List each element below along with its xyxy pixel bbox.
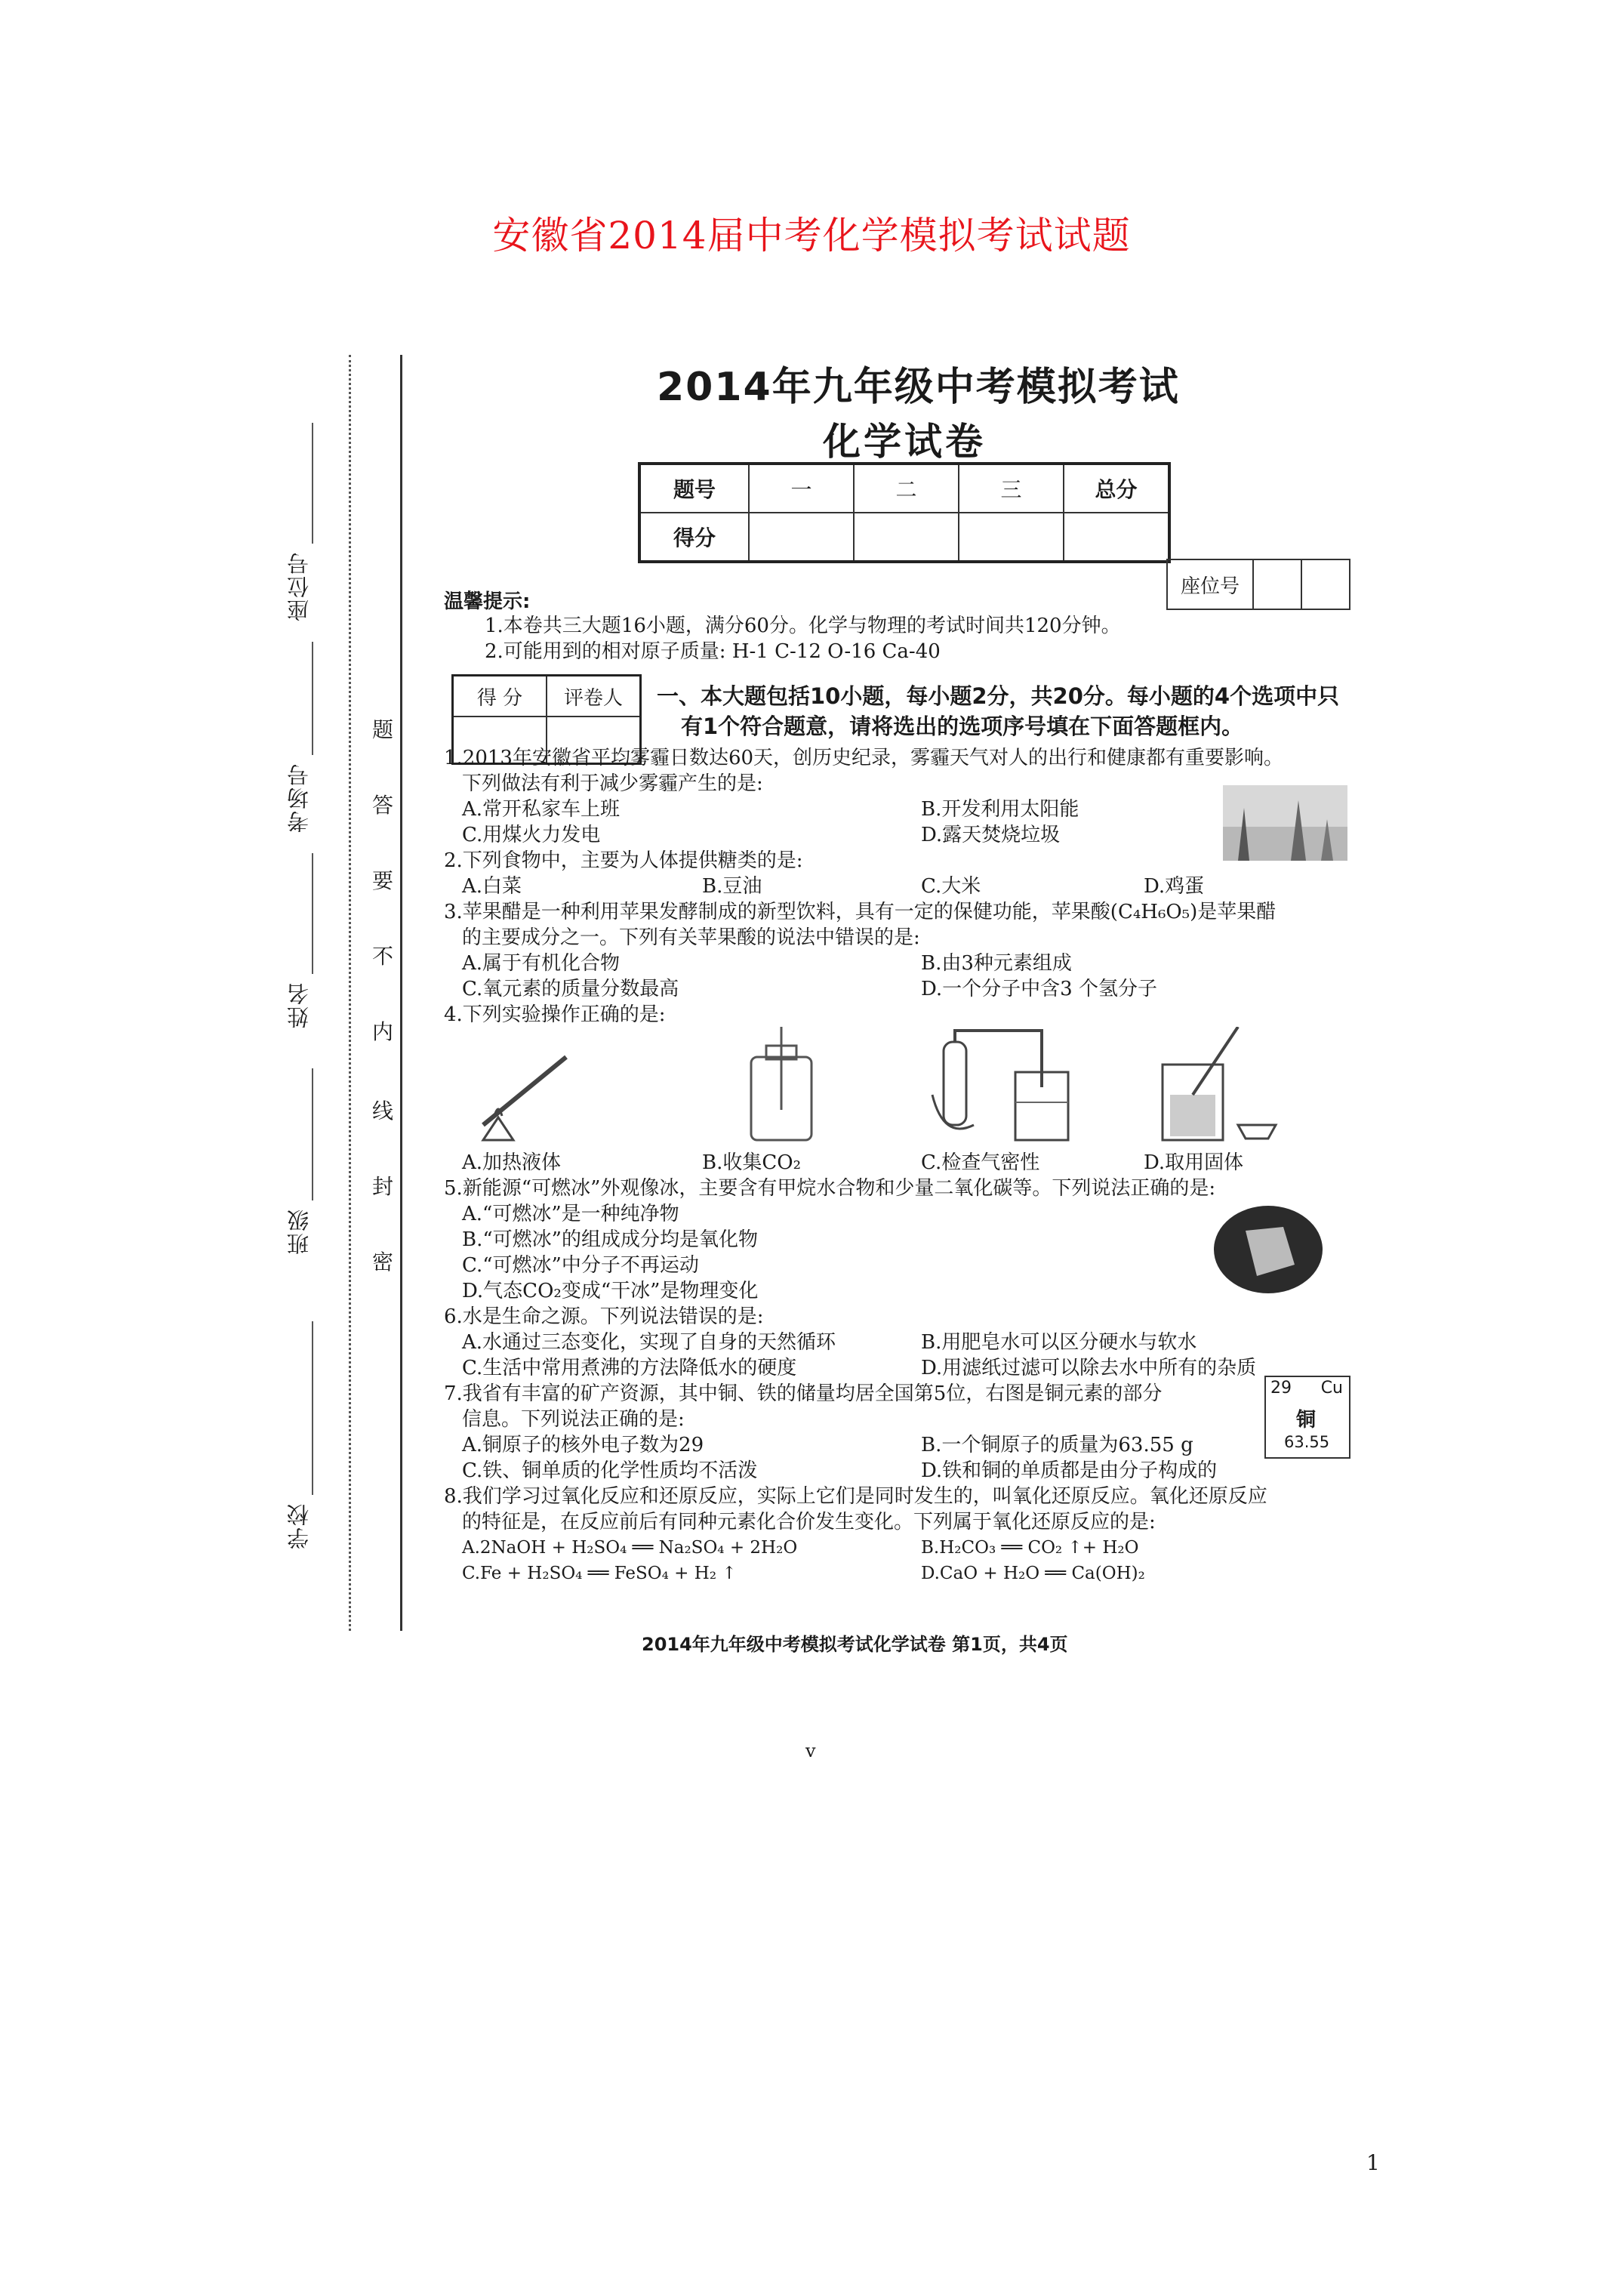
combustible-ice-photo (1212, 1204, 1325, 1295)
question-stem: 2.下列食物中，主要为人体提供糖类的是: (444, 849, 803, 872)
option: D.铁和铜的单质都是由分子构成的 (921, 1459, 1218, 1482)
question-stem: 1.2013年安徽省平均雾霾日数达60天，创历史纪录，雾霾天气对人的出行和健康都有重要影响。 (444, 747, 1284, 769)
option: C.氧元素的质量分数最高 (462, 978, 679, 1000)
option: D.取用固体 (1144, 1151, 1244, 1174)
question-stem: 8.我们学习过氧化反应和还原反应，实际上它们是同时发生的，叫氧化还原反应。氧化还原反应 (444, 1485, 1267, 1508)
binding-field-class: 班级 (286, 1208, 312, 1255)
grader-header: 评卷人 (547, 676, 641, 717)
option: A.铜原子的核外电子数为29 (462, 1434, 704, 1456)
gas-jar-figure (740, 1027, 823, 1148)
question-stem: 7.我省有丰富的矿产资源，其中铜、铁的储量均居全国第5位，右图是铜元素的部分 (444, 1382, 1163, 1405)
element-number: 29 (1270, 1379, 1292, 1398)
question-stem: 的特征是，在反应前后有同种元素化合价发生变化。下列属于氧化还原反应的是: (462, 1511, 1156, 1533)
score-table-header: 一 (749, 464, 854, 513)
binding-field-name: 姓名 (286, 982, 312, 1028)
option: C.铁、铜单质的化学性质均不活泼 (462, 1459, 758, 1482)
option: B.H₂CO₃ ══ CO₂ ↑+ H₂O (921, 1538, 1139, 1558)
option: D.用滤纸过滤可以除去水中所有的杂质 (921, 1357, 1257, 1379)
score-table-header: 二 (854, 464, 959, 513)
question-stem: 信息。下列说法正确的是: (462, 1408, 685, 1431)
question-stem: 下列做法有利于减少雾霾产生的是: (462, 772, 763, 795)
binding-line-school (312, 1321, 313, 1495)
option: D.气态CO₂变成“干冰”是物理变化 (462, 1280, 759, 1302)
option: C.“可燃冰”中分子不再运动 (462, 1254, 699, 1277)
seat-label: 座位号 (1167, 559, 1253, 609)
score-table-header: 三 (959, 464, 1064, 513)
element-name: 铜 (1296, 1409, 1317, 1432)
score-table-header: 总分 (1064, 464, 1169, 513)
page-number: 1 (1366, 2150, 1380, 2175)
tip-line: 1.本卷共三大题16小题，满分60分。化学与物理的考试时间共120分钟。 (485, 615, 1121, 637)
solid-sampling-figure (1155, 1027, 1283, 1148)
option: B.一个铜原子的质量为63.55 g (921, 1434, 1193, 1456)
seal-char: 题 (372, 717, 394, 742)
heating-liquid-figure (468, 1034, 589, 1148)
question-stem: 6.水是生命之源。下列说法错误的是: (444, 1305, 764, 1328)
airtightness-figure (929, 1027, 1079, 1148)
seal-dotted-line (349, 355, 351, 1631)
binding-line-room (312, 642, 313, 755)
option: B.用肥皂水可以区分硬水与软水 (921, 1331, 1197, 1354)
option: B.“可燃冰”的组成成分均是氧化物 (462, 1228, 758, 1251)
seal-char: 要 (372, 868, 394, 893)
option: C.检查气密性 (921, 1151, 1040, 1174)
option: D.CaO + H₂O ══ Ca(OH)₂ (921, 1564, 1145, 1583)
mark-v: v (805, 1740, 816, 1761)
section-title: 一、本大题包括10小题，每小题2分，共20分。每小题的4个选项中只 (657, 683, 1340, 709)
exam-subheading: 化学试卷 (823, 420, 986, 464)
option: A.属于有机化合物 (462, 952, 621, 975)
exam-footer: 2014年九年级中考模拟考试化学试卷 第1页，共4页 (642, 1634, 1068, 1655)
option: C.生活中常用煮沸的方法降低水的硬度 (462, 1357, 797, 1379)
option: A.2NaOH + H₂SO₄ ══ Na₂SO₄ + 2H₂O (462, 1538, 798, 1558)
score-row-label: 得分 (639, 513, 749, 562)
seal-solid-line (400, 355, 402, 1631)
exam-heading: 2014年九年级中考模拟考试 (657, 365, 1180, 410)
option: C.Fe + H₂SO₄ ══ FeSO₄ + H₂ ↑ (462, 1564, 737, 1583)
option: D.露天焚烧垃圾 (921, 824, 1061, 846)
option: A.白菜 (462, 875, 522, 898)
binding-field-room: 考场号 (286, 763, 312, 833)
smog-photo (1223, 785, 1347, 861)
option: D.鸡蛋 (1144, 875, 1205, 898)
score-table (638, 462, 1171, 563)
score-cell[interactable] (959, 513, 1064, 562)
option: B.豆油 (702, 875, 762, 898)
seat-cell[interactable] (1301, 559, 1350, 609)
question-stem: 4.下列实验操作正确的是: (444, 1003, 666, 1026)
question-stem: 的主要成分之一。下列有关苹果酸的说法中错误的是: (462, 926, 920, 949)
binding-line-class (312, 1068, 313, 1200)
option: B.由3种元素组成 (921, 952, 1072, 975)
section-title: 有1个符合题意，请将选出的选项序号填在下面答题框内。 (681, 713, 1244, 739)
binding-field-school: 学校 (286, 1502, 312, 1549)
seal-char: 答 (372, 793, 394, 818)
option: D.一个分子中含3 个氢分子 (921, 978, 1157, 1000)
question-stem: 3.苹果醋是一种利用苹果发酵制成的新型饮料，具有一定的保健功能，苹果酸(C₄H₆O₅)是苹果醋 (444, 901, 1277, 923)
seat-cell[interactable] (1253, 559, 1301, 609)
element-symbol: Cu (1320, 1379, 1343, 1398)
seal-char: 不 (372, 944, 394, 969)
seal-char: 内 (372, 1019, 394, 1044)
seal-char: 密 (372, 1250, 394, 1274)
element-mass: 63.55 (1284, 1433, 1330, 1451)
binding-line-name (312, 853, 313, 974)
option: C.大米 (921, 875, 981, 898)
document-title: 安徽省2014届中考化学模拟考试试题 (492, 214, 1131, 257)
seal-char: 线 (372, 1099, 394, 1123)
option: A.常开私家车上班 (462, 798, 621, 821)
binding-field-seat: 座位号 (286, 551, 312, 621)
option: A.加热液体 (462, 1151, 562, 1174)
option: C.用煤火力发电 (462, 824, 601, 846)
tip-line: 2.可能用到的相对原子质量: H-1 C-12 O-16 Ca-40 (485, 640, 941, 663)
option: B.收集CO₂ (702, 1151, 802, 1174)
score-cell[interactable] (854, 513, 959, 562)
option: A.水通过三态变化，实现了自身的天然循环 (462, 1331, 836, 1354)
score-cell[interactable] (1064, 513, 1169, 562)
score-cell[interactable] (749, 513, 854, 562)
copper-element-card (1264, 1376, 1350, 1459)
seal-char: 封 (372, 1174, 394, 1199)
option: B.开发利用太阳能 (921, 798, 1079, 821)
grader-header: 得 分 (453, 676, 547, 717)
score-table-header: 题号 (639, 464, 749, 513)
binding-line-seat (312, 423, 313, 544)
seat-number-box (1166, 559, 1350, 610)
option: A.“可燃冰”是一种纯净物 (462, 1203, 679, 1225)
tips-title: 温馨提示: (444, 590, 531, 613)
question-stem: 5.新能源“可燃冰”外观像冰，主要含有甲烷水合物和少量二氧化碳等。下列说法正确的是: (444, 1177, 1216, 1200)
